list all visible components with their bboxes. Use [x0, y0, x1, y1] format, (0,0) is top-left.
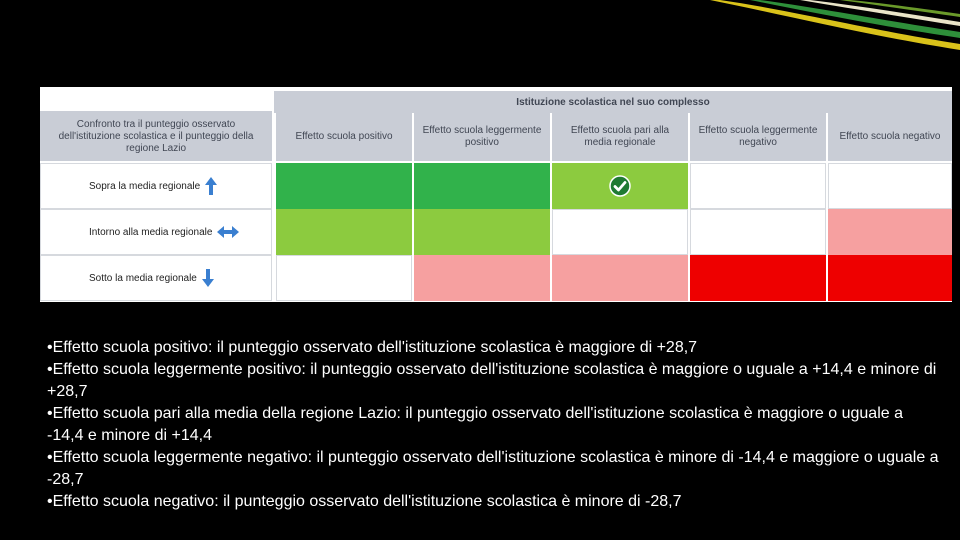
row-label-text: Intorno alla media regionale: [89, 226, 213, 238]
caption-line: •Effetto scuola positivo: il punteggio osservato dell'istituzione scolastica è maggiore di +28,7: [47, 339, 698, 356]
table-cell: [414, 163, 550, 209]
row-label-below-average: [40, 255, 272, 301]
row-label-around-average: [40, 209, 272, 255]
table-cell: [414, 255, 550, 301]
results-table: [40, 87, 952, 302]
table-cell: [276, 163, 412, 209]
column-header: Effetto scuola pari alla media regionale: [552, 113, 688, 161]
row-label-text: Sotto la media regionale: [89, 272, 197, 284]
table-cell: [276, 209, 412, 255]
caption-line: •Effetto scuola leggermente negativo: il punteggio osservato dell'istituzione scolastica è minore di -14,4 e maggiore o uguale a -28,7: [47, 449, 939, 488]
column-header: Effetto scuola leggermente positivo: [414, 113, 550, 161]
row-label-above-average: [40, 163, 272, 209]
row-label-text: Sopra la media regionale: [89, 180, 201, 192]
description-header: Confronto tra il punteggio osservato dell'istituzione scolastica e il punteggio della regione Lazio: [40, 113, 272, 161]
table-corner: [40, 87, 274, 113]
table-cell: [690, 163, 826, 209]
caption-line: •Effetto scuola leggermente positivo: il punteggio osservato dell'istituzione scolastica è maggiore o uguale a +14,4 e minore di +28,7: [47, 361, 937, 400]
check-icon: [609, 175, 631, 197]
arrow-down-icon: [201, 268, 215, 288]
table-cell: [414, 209, 550, 255]
table-cell: [828, 209, 952, 255]
table-cell: [828, 163, 952, 209]
decorative-corner-swoosh: [700, 0, 960, 60]
column-header: Effetto scuola leggermente negativo: [690, 113, 826, 161]
column-header: Effetto scuola positivo: [276, 113, 412, 161]
group-header: Istituzione scolastica nel suo complesso: [274, 91, 952, 113]
table-cell: [552, 255, 688, 301]
table-cell: [690, 209, 826, 255]
column-header: Effetto scuola negativo: [828, 113, 952, 161]
caption-line: •Effetto scuola negativo: il punteggio osservato dell'istituzione scolastica è minore di -28,7: [47, 493, 682, 510]
table-cell: [828, 255, 952, 301]
table-cell: [552, 209, 688, 255]
arrow-up-icon: [204, 176, 218, 196]
table-cell: [552, 163, 688, 209]
caption-line: •Effetto scuola pari alla media della regione Lazio: il punteggio osservato dell'istituzione scolastica è maggiore o uguale a -14,4 e minore di +14,4: [47, 405, 903, 444]
legend-description: [47, 337, 942, 513]
table-cell: [690, 255, 826, 301]
arrow-left-right-icon: [216, 225, 240, 239]
table-cell: [276, 255, 412, 301]
